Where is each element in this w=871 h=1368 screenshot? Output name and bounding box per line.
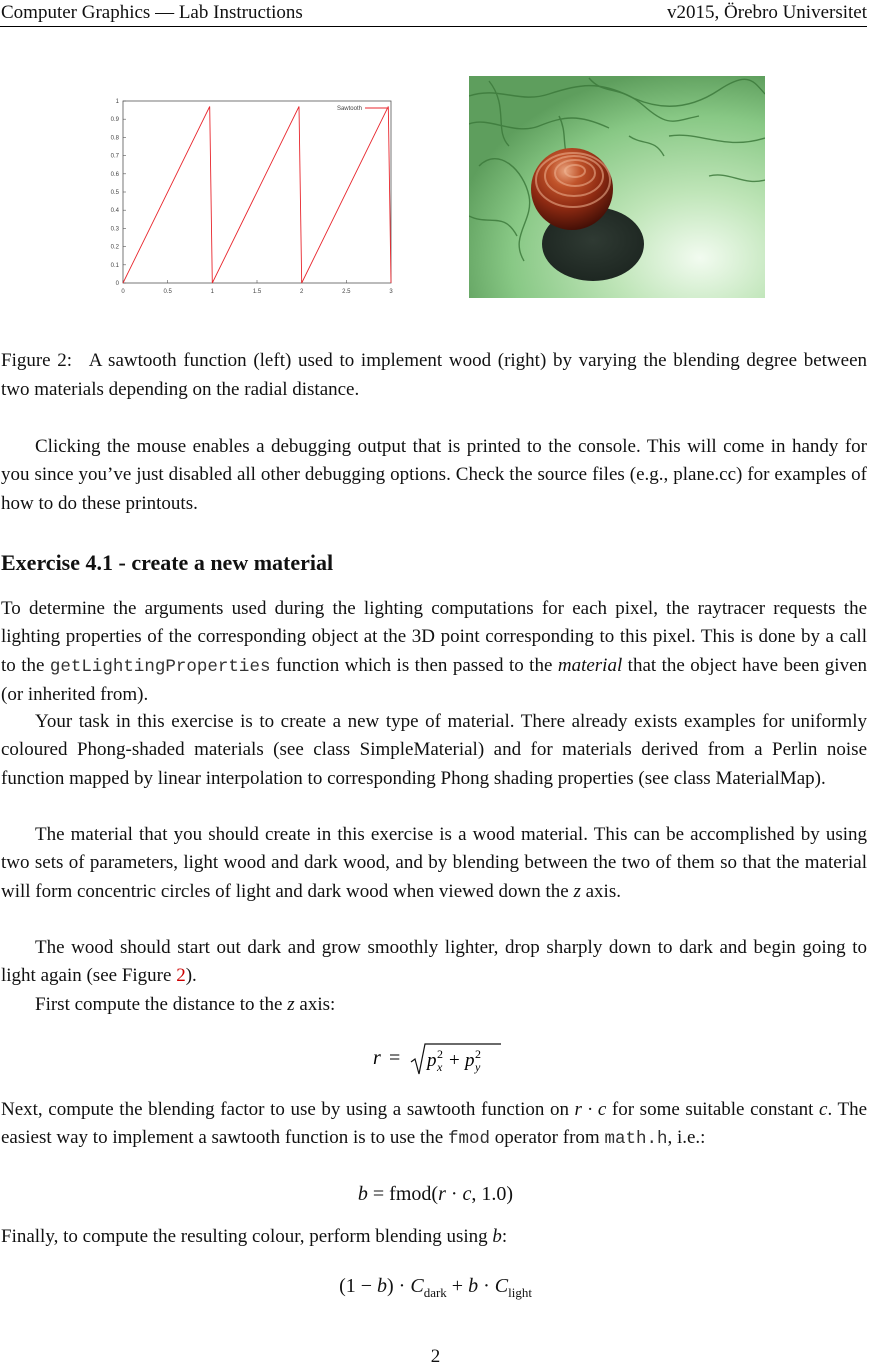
paragraph-task bbox=[1, 708, 867, 793]
page-number: 2 bbox=[430, 1346, 441, 1367]
var-c: c bbox=[819, 1099, 828, 1120]
figure-caption bbox=[1, 346, 867, 404]
emphasis-material: material bbox=[557, 654, 623, 676]
svg-text:2: 2 bbox=[474, 1047, 481, 1061]
legend-label: Sawtooth bbox=[336, 106, 362, 112]
paragraph-task-text: Your task in this exercise is to create a new type of material. There already exists examples for uniformly coloured Phong-shaded materials (see class SimpleMaterial) and for materials derived from a Perlin noise function mapped by linear interpolation to corresponding Phong shading properties (see class MaterialMap). bbox=[1, 711, 867, 789]
svg-text:p: p bbox=[464, 1050, 474, 1071]
svg-text:y: y bbox=[474, 1060, 480, 1074]
equation-blended-colour: $(1 - b) \cdot C_{dark} + b \cdot C_{light}$ bbox=[339, 1275, 532, 1300]
p7-text-b: for some suitable constant bbox=[606, 1099, 820, 1120]
header-title: Computer Graphics — Lab Instructions bbox=[1, 2, 303, 23]
section-title: Exercise 4.1 - create a new material bbox=[1, 550, 334, 575]
p7-text-c: . The easiest way to implement a sawtooth function is to use the bbox=[1, 1099, 867, 1149]
svg-text:x: x bbox=[436, 1060, 442, 1074]
svg-text:r: r bbox=[372, 1047, 381, 1069]
svg-text:=: = bbox=[388, 1047, 400, 1069]
p8-text-a: Finally, to compute the resulting colour, perform blending using bbox=[1, 1226, 493, 1247]
x-tick-label: 2.5 bbox=[342, 289, 351, 295]
y-tick-label: 0.9 bbox=[110, 117, 119, 124]
p8-text-b: : bbox=[501, 1226, 508, 1247]
paragraph-lighting bbox=[1, 595, 867, 709]
caption-label: Figure 2: bbox=[1, 350, 73, 371]
caption-text: A sawtooth function (left) used to implement wood (right) by varying the blending degree between two materials depending on the radial distance. bbox=[1, 350, 867, 400]
x-tick-label: 2 bbox=[299, 289, 304, 295]
y-tick-label: 0.6 bbox=[110, 171, 119, 178]
p5-text-b: ). bbox=[185, 965, 197, 987]
y-tick-label: 0.8 bbox=[110, 135, 119, 142]
paragraph-sawtooth bbox=[1, 1096, 867, 1154]
equation-radius bbox=[0, 1038, 871, 1078]
var-b: b bbox=[492, 1226, 502, 1247]
y-tick-label: 0.1 bbox=[110, 262, 119, 269]
y-tick-label: 0.5 bbox=[110, 190, 119, 196]
p7-text-a: Next, compute the blending factor to use by using a sawtooth function on bbox=[1, 1099, 575, 1120]
page-header bbox=[0, 0, 867, 27]
code-getLightingProperties: getLightingProperties bbox=[49, 656, 271, 677]
x-tick-label: 1 bbox=[210, 289, 215, 295]
p6-text-b: axis: bbox=[294, 994, 336, 1015]
p5-text-a: The wood should start out dark and grow smoothly lighter, drop sharply down to dark and begin going to light again (see Figure bbox=[1, 937, 867, 987]
code-fmod: fmod bbox=[447, 1129, 490, 1150]
wood-sphere-render bbox=[469, 76, 765, 298]
paragraph-final-colour bbox=[1, 1223, 867, 1251]
y-tick-label: 0.4 bbox=[110, 208, 119, 215]
var-z-2: z bbox=[287, 994, 295, 1015]
p4-text-a: The material that you should create in this exercise is a wood material. This can be accomplished by using two sets of parameters, light wood and dark wood, and by blending between the two of them so that the material will form concentric circles of light and dark wood when viewed down the bbox=[1, 824, 867, 902]
sawtooth-chart bbox=[98, 88, 404, 302]
p2-text-c: that the object have been given (or inherited from). bbox=[1, 654, 868, 705]
x-tick-label: 3 bbox=[389, 289, 393, 295]
equation-blend-factor: b = fmod(r · c, 1.0) bbox=[357, 1183, 514, 1205]
p7-text-d: operator from bbox=[489, 1127, 605, 1149]
p6-text-a: First compute the distance to the bbox=[35, 994, 288, 1015]
paragraph-distance bbox=[1, 991, 867, 1019]
svg-text:p: p bbox=[426, 1050, 436, 1071]
figure-reference-link[interactable]: 2 bbox=[176, 965, 186, 987]
expr-r-times-c: r · c bbox=[574, 1099, 607, 1120]
sawtooth-series-line bbox=[123, 107, 391, 284]
y-tick-label: 0.7 bbox=[110, 153, 119, 160]
paragraph-debugging-text: Clicking the mouse enables a debugging output that is printed to the console. This will come in handy for you since you’ve just disabled all other debugging options. Check the source files (e.g., plane.cc) for examples of how to do these printouts. bbox=[1, 436, 867, 514]
x-tick-label: 1.5 bbox=[252, 289, 262, 295]
paragraph-debugging bbox=[1, 433, 867, 518]
p4-text-b: axis. bbox=[580, 880, 621, 902]
svg-text:2: 2 bbox=[436, 1047, 443, 1061]
y-tick-label: 1 bbox=[115, 99, 119, 105]
var-z: z bbox=[573, 880, 581, 902]
p2-text-a: To determine the arguments used during the lighting computations for each pixel, the raytracer requests the lighting properties of the corresponding object at the 3D point corresponding to this pixel. This is done by a call to the bbox=[1, 598, 867, 676]
paragraph-wood-gradient bbox=[1, 934, 867, 991]
p7-text-e: , i.e.: bbox=[667, 1127, 706, 1149]
code-math-h: math.h bbox=[604, 1129, 668, 1150]
y-tick-label: 0.3 bbox=[110, 226, 119, 233]
p2-text-b: function which is then passed to the bbox=[270, 654, 558, 676]
y-tick-label: 0.2 bbox=[110, 244, 119, 251]
svg-text:+: + bbox=[448, 1050, 460, 1071]
y-tick-label: 0 bbox=[115, 281, 119, 287]
x-tick-label: 0.5 bbox=[163, 289, 172, 295]
paragraph-wood-material bbox=[1, 821, 867, 906]
x-tick-label: 0 bbox=[121, 289, 125, 295]
header-version: v2015, Örebro Universitet bbox=[667, 2, 867, 23]
